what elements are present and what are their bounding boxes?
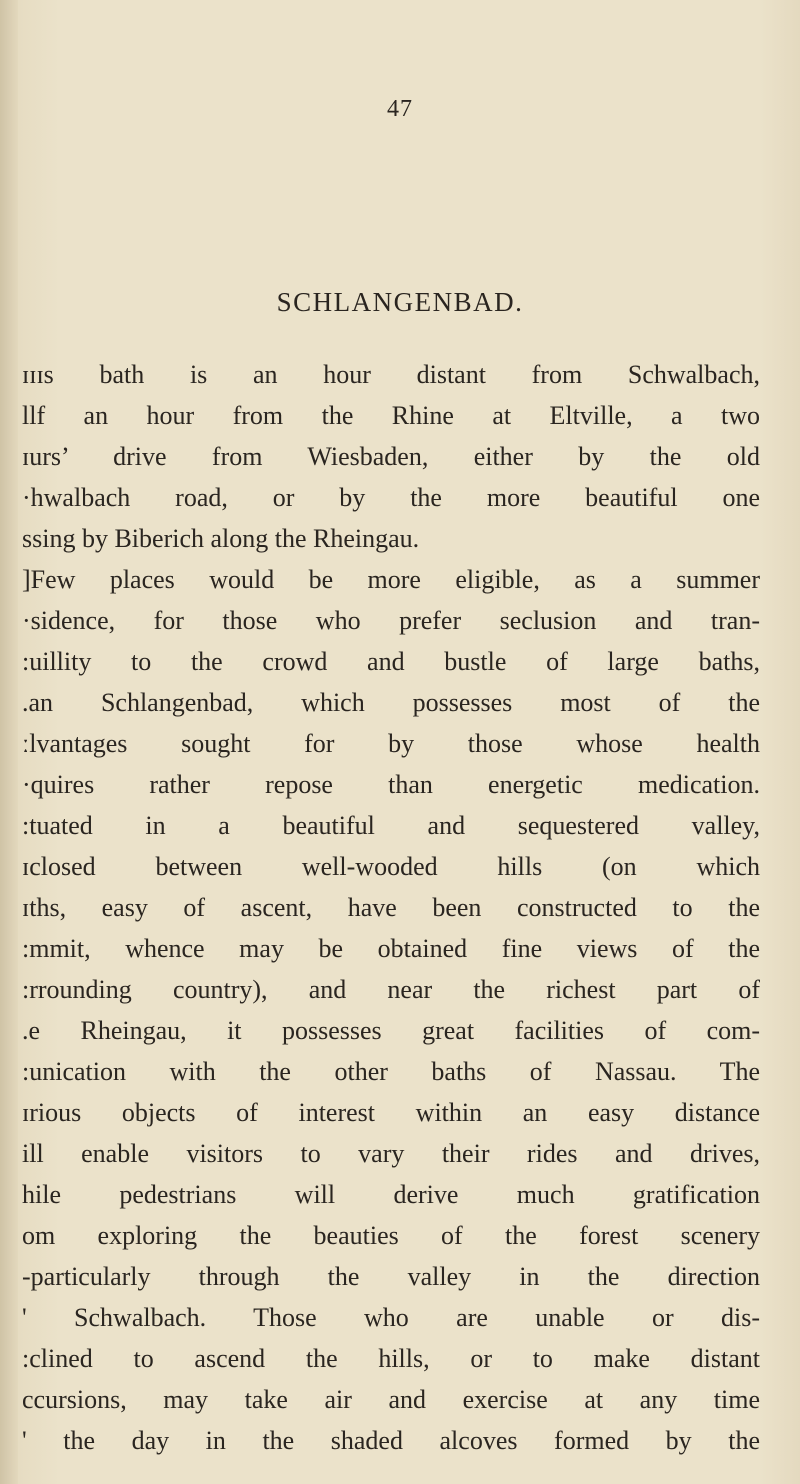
- text-line: llf an hour from the Rhine at Eltville, a two: [22, 401, 760, 430]
- text-line: ssing by Biberich along the Rheingau.: [22, 524, 420, 553]
- text-line: :unication with the other baths of Nassau. The: [22, 1057, 760, 1086]
- text-line: ill enable visitors to vary their rides and drives,: [22, 1139, 760, 1168]
- chapter-title: SCHLANGENBAD.: [276, 287, 524, 317]
- text-line: -particularly through the valley in the direction: [22, 1262, 760, 1291]
- text-line: :tuated in a beautiful and sequestered valley,: [22, 811, 760, 840]
- text-line: :rrounding country), and near the richest part of: [22, 975, 760, 1004]
- text-line: ccursions, may take air and exercise at any time: [22, 1385, 760, 1414]
- text-line: ·sidence, for those who prefer seclusion and tran-: [22, 606, 760, 635]
- text-line: om exploring the beauties of the forest scenery: [22, 1221, 760, 1250]
- text-line: ɪths, easy of ascent, have been constructed to the: [22, 893, 760, 922]
- text-line: ·hwalbach road, or by the more beautiful one: [22, 483, 760, 512]
- text-line: ɪurs’ drive from Wiesbaden, either by the old: [22, 442, 760, 471]
- page-gutter: [0, 0, 18, 1484]
- text-line: ɪɪɪs bath is an hour distant from Schwalbach,: [22, 360, 760, 389]
- page-number: 47: [387, 96, 413, 122]
- text-line: .e Rheingau, it possesses great facilities of com-: [22, 1016, 760, 1045]
- text-line: ·quires rather repose than energetic medication.: [22, 770, 760, 799]
- text-line: :clined to ascend the hills, or to make distant: [22, 1344, 760, 1373]
- text-line: ːlvantages sought for by those whose health: [22, 729, 760, 758]
- text-line: ]Few places would be more eligible, as a summer: [22, 565, 760, 594]
- text-line: ɪrious objects of interest within an easy distance: [22, 1098, 760, 1127]
- body-text: [22, 354, 760, 1461]
- text-line: :uillity to the crowd and bustle of large baths,: [22, 647, 760, 676]
- text-line: :mmit, whence may be obtained fine views of the: [22, 934, 760, 963]
- text-line: .an Schlangenbad, which possesses most of the: [22, 688, 760, 717]
- text-line: ' Schwalbach. Those who are unable or dis-: [22, 1303, 760, 1332]
- text-line: hile pedestrians will derive much gratification: [22, 1180, 760, 1209]
- text-line: ' the day in the shaded alcoves formed by the: [22, 1426, 760, 1455]
- text-line: ɪclosed between well-wooded hills (on which: [22, 852, 760, 881]
